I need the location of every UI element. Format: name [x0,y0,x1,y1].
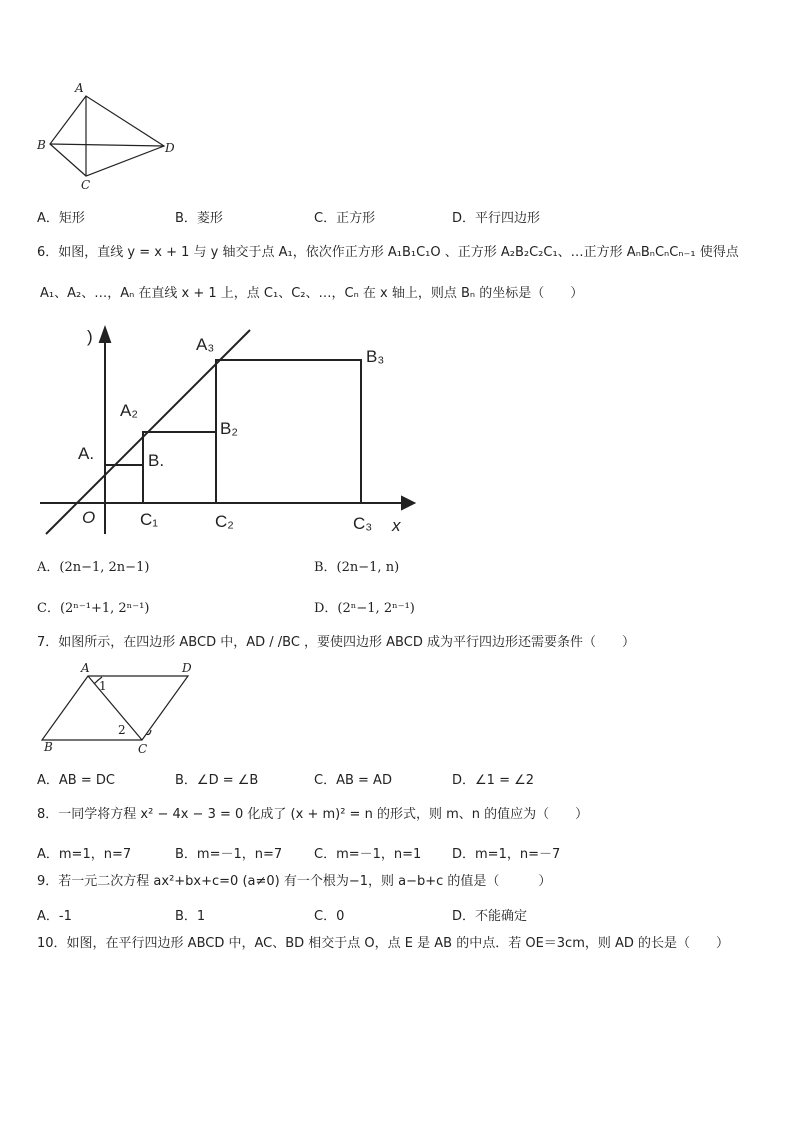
q8-option-b[interactable]: B．m=－1，n=7 [175,847,283,862]
q7-option-a[interactable]: A．AB = DC [37,773,115,788]
q6-option-d[interactable]: D．(2ⁿ−1, 2ⁿ⁻¹) [314,601,415,616]
label-y-axis: ) [87,327,93,346]
q9-option-d[interactable]: D．不能确定 [452,909,528,924]
q5-option-d[interactable]: D．平行四边形 [452,211,541,226]
q6-option-c[interactable]: C．(2ⁿ⁻¹+1, 2ⁿ⁻¹) [37,601,150,616]
q8-option-a[interactable]: A．m=1，n=7 [37,847,132,862]
label-b2: B₂ [220,419,238,438]
q6-option-b[interactable]: B．(2n−1, n) [314,560,400,575]
label-angle-2: 2 [118,723,126,737]
q5-option-b[interactable]: B．菱形 [175,211,223,226]
kite-figure [34,80,184,195]
label-d: D [182,661,192,675]
squares-figure [34,322,424,542]
q9-option-c[interactable]: C．0 [314,909,345,924]
label-b3: B₃ [366,347,385,366]
label-origin: O [82,508,96,527]
q10-stem: 10．如图，在平行四边形 ABCD 中，AC、BD 相交于点 O，点 E 是 AB 的中点．若 OE＝3cm，则 AD 的长是（ ） [37,936,730,951]
label-x-axis: x [392,516,401,535]
kite-diagonal-horizontal [50,144,164,146]
q9-option-b[interactable]: B．1 [175,909,206,924]
kite-label-c: C [81,178,91,192]
label-c1: C₁ [140,510,159,529]
label-b1: B. [148,451,165,470]
q6-option-a[interactable]: A．(2n−1, 2n−1) [37,560,150,575]
kite-label-b: B [37,138,46,152]
label-b: B [44,740,53,754]
label-a2: A₂ [120,401,138,420]
q7-option-d[interactable]: D．∠1 = ∠2 [452,773,535,788]
q6-stem-line2: A₁、A₂、…，Aₙ 在直线 x + 1 上，点 C₁、C₂、…，Cₙ 在 x 轴上，则点 Bₙ 的坐标是（ ） [40,286,584,301]
q5-option-c[interactable]: C．正方形 [314,211,376,226]
label-c: C [138,742,148,756]
y-axis-arrow [100,328,110,342]
label-c3: C₃ [353,514,373,533]
label-a1: A. [78,444,95,463]
q8-stem: 8．一同学将方程 x² − 4x − 3 = 0 化成了 (x + m)² = n 的形式，则 m、n 的值应为（ ） [37,807,589,822]
label-c2: C₂ [215,512,234,531]
q7-option-c[interactable]: C．AB = AD [314,773,392,788]
kite-label-d: D [165,141,175,155]
q6-stem-line1: 6．如图，直线 y = x + 1 与 y 轴交于点 A₁，依次作正方形 A₁B₁C₁O 、正方形 A₂B₂C₂C₁、…正方形 AₙBₙCₙCₙ₋₁ 使得点 [37,245,739,260]
q7-stem: 7．如图所示，在四边形 ABCD 中，AD / /BC ，要使四边形 ABCD 成为平行四边形还需要条件（ ） [37,635,635,650]
q5-option-a[interactable]: A．矩形 [37,211,85,226]
q7-option-b[interactable]: B．∠D = ∠B [175,773,259,788]
q8-option-d[interactable]: D．m=1，n=－7 [452,847,561,862]
label-a3: A₃ [196,335,215,354]
label-a: A [81,661,90,675]
label-angle-1: 1 [99,679,107,693]
x-axis-arrow [402,497,414,509]
kite-label-a: A [75,81,84,95]
q9-option-a[interactable]: A．-1 [37,909,72,924]
q9-stem: 9．若一元二次方程 ax²+bx+c=0 (a≠0) 有一个根为−1，则 a−b+c 的值是（ ） [37,874,552,889]
diagonal-ac [88,676,142,740]
kite-outline [50,96,164,176]
parallelogram-figure [34,658,204,758]
q8-option-c[interactable]: C．m=－1，n=1 [314,847,422,862]
